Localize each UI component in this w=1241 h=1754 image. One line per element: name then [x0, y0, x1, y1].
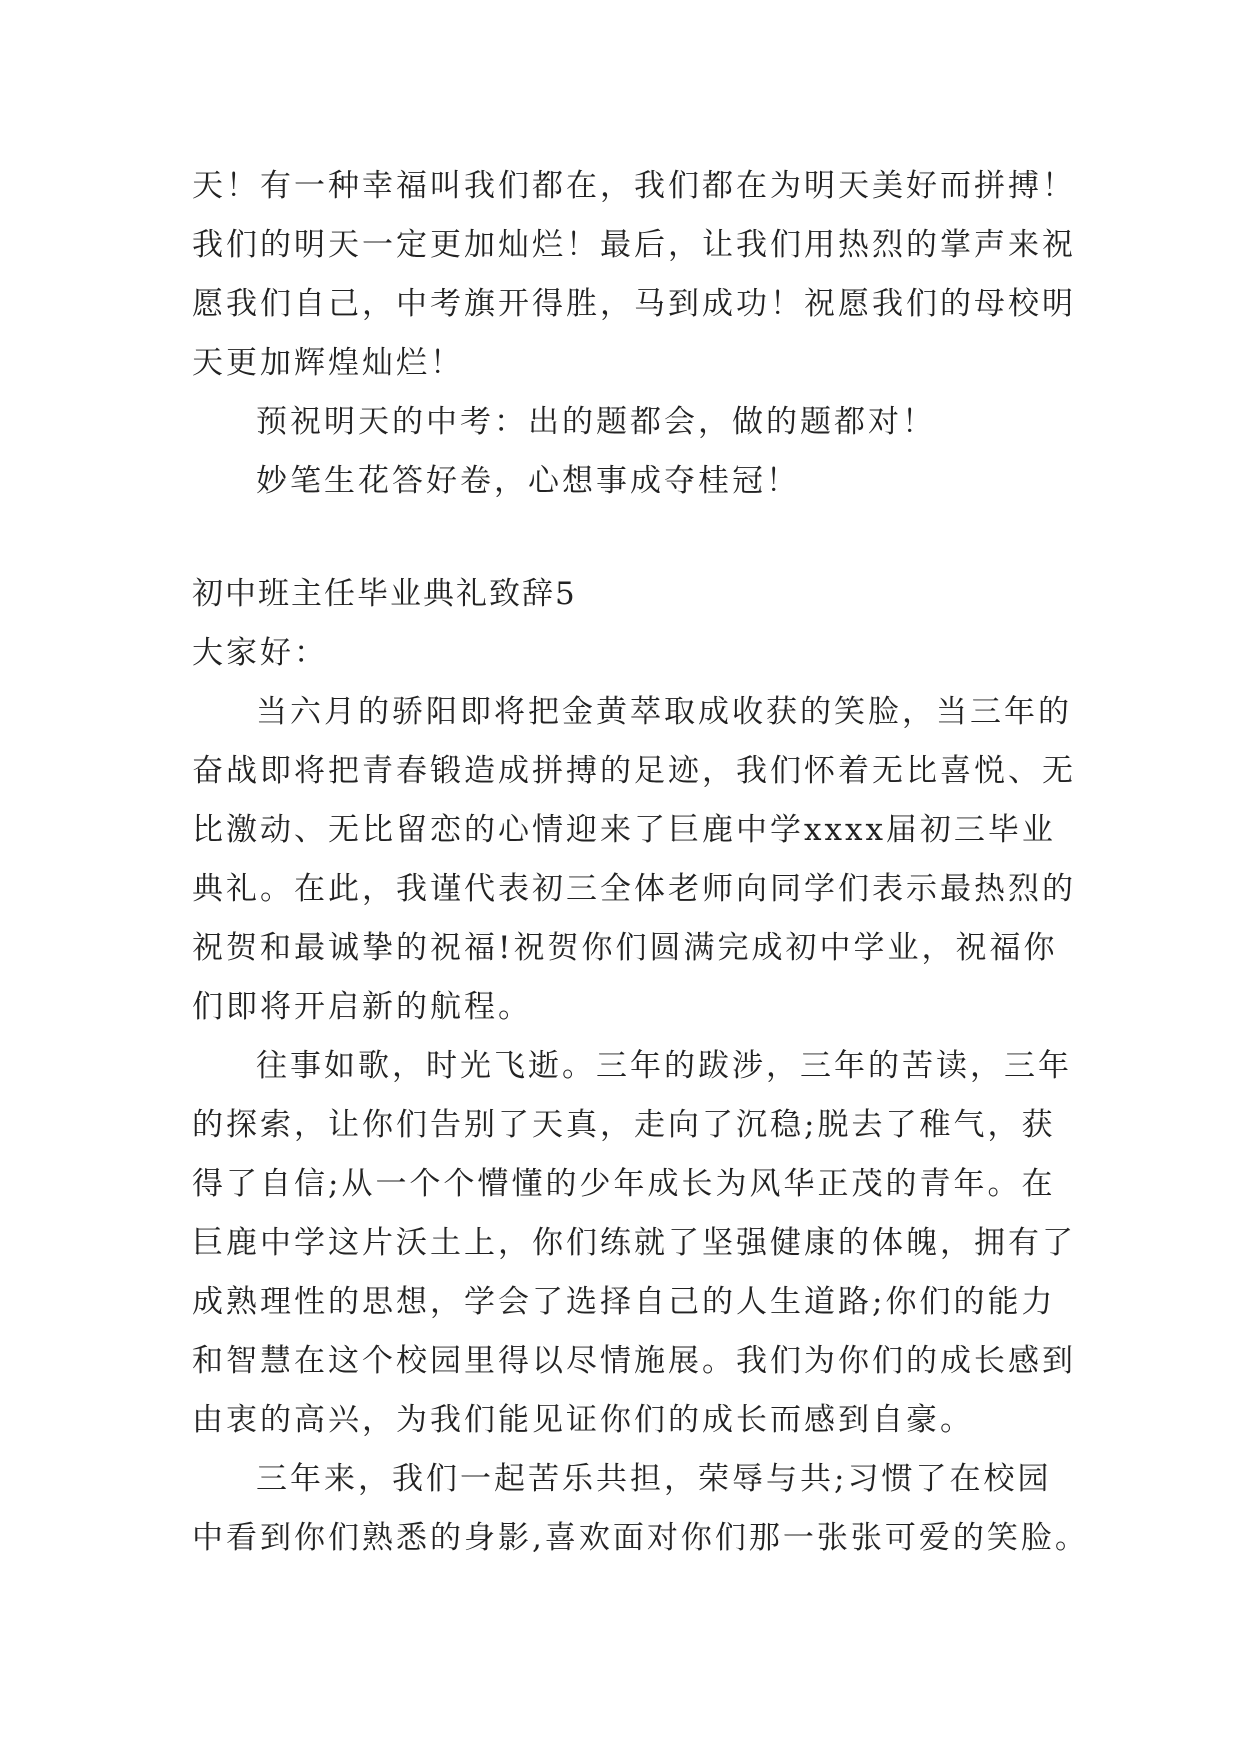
text-line-12: 典礼。在此，我谨代表初三全体老师向同学们表示最热烈的 — [192, 871, 1076, 907]
text-line-17: 得了自信;从一个个懵懂的少年成长为风华正茂的青年。在 — [192, 1166, 1056, 1202]
text-line-20: 和智慧在这个校园里得以尽情施展。我们为你们的成长感到 — [192, 1343, 1076, 1379]
text-line-1: 天！有一种幸福叫我们都在，我们都在为明天美好而拼搏！ — [192, 168, 1076, 204]
text-line-4: 天更加辉煌灿烂！ — [192, 345, 464, 381]
text-line-9: 当六月的骄阳即将把金黄萃取成收获的笑脸，当三年的 — [256, 694, 1072, 730]
text-line-22: 三年来，我们一起苦乐共担，荣辱与共;习惯了在校园 — [256, 1461, 1052, 1497]
text-line-2: 我们的明天一定更加灿烂！最后，让我们用热烈的掌声来祝 — [192, 227, 1076, 263]
text-line-16: 的探索，让你们告别了天真，走向了沉稳;脱去了稚气，获 — [192, 1107, 1056, 1143]
text-line-5: 预祝明天的中考：出的题都会，做的题都对！ — [256, 404, 936, 440]
text-line-15: 往事如歌，时光飞逝。三年的跋涉，三年的苦读，三年 — [256, 1048, 1072, 1084]
text-line-13: 祝贺和最诚挚的祝福!祝贺你们圆满完成初中学业，祝福你 — [192, 930, 1058, 966]
text-line-6: 妙笔生花答好卷，心想事成夺桂冠！ — [256, 463, 800, 499]
greeting: 大家好： — [192, 635, 328, 671]
section-heading: 初中班主任毕业典礼致辞5 — [192, 576, 577, 612]
text-line-3: 愿我们自己，中考旗开得胜，马到成功！祝愿我们的母校明 — [192, 286, 1076, 322]
text-line-18: 巨鹿中学这片沃土上，你们练就了坚强健康的体魄，拥有了 — [192, 1225, 1076, 1261]
text-line-10: 奋战即将把青春锻造成拼搏的足迹，我们怀着无比喜悦、无 — [192, 753, 1076, 789]
text-line-21: 由衷的高兴，为我们能见证你们的成长而感到自豪。 — [192, 1402, 974, 1438]
text-line-19: 成熟理性的思想，学会了选择自己的人生道路;你们的能力 — [192, 1284, 1056, 1320]
text-line-23: 中看到你们熟悉的身影,喜欢面对你们那一张张可爱的笑脸。 — [192, 1520, 1089, 1556]
text-line-14: 们即将开启新的航程。 — [192, 989, 532, 1025]
text-line-11: 比激动、无比留恋的心情迎来了巨鹿中学xxxx届初三毕业 — [192, 812, 1056, 848]
